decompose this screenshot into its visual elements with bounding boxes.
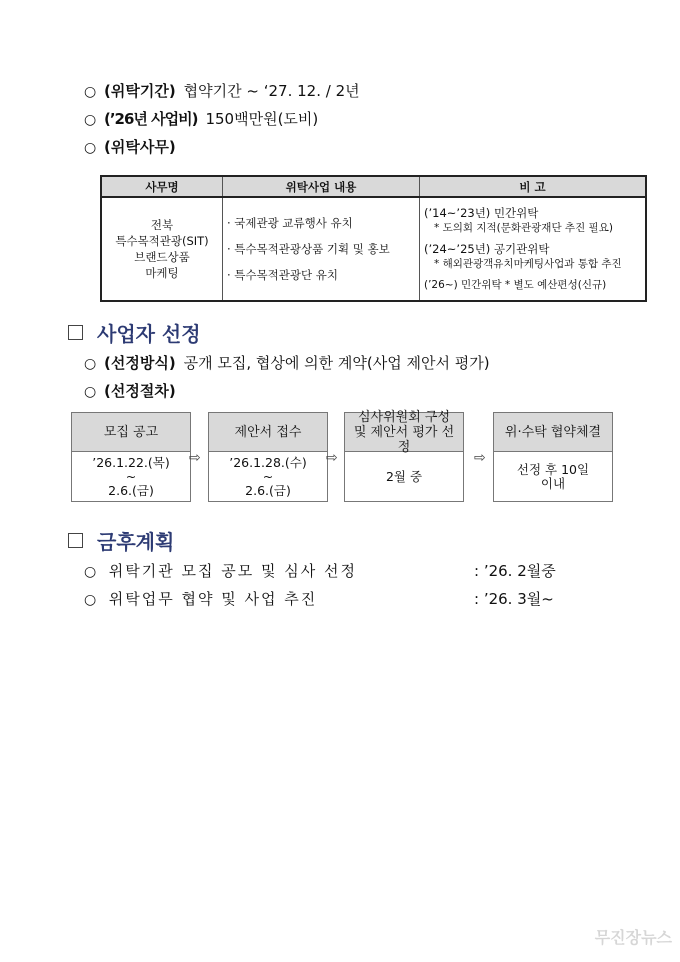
duty-content-item: · 특수목적관광단 유치: [227, 268, 338, 282]
note-line: (’24~’25년) 공기관위탁: [424, 241, 550, 256]
table-header-row: [101, 176, 646, 197]
duty-name-line: 전북: [150, 218, 174, 232]
circle-bullet-icon: ○: [84, 592, 97, 608]
step-body-line: ’26.1.22.(목): [92, 455, 170, 470]
watermark-logo: 무진장뉴스: [594, 928, 672, 947]
step-evaluation: [344, 409, 464, 502]
step-body-line: 선정 후 10일: [516, 462, 590, 477]
duty-name-line: 특수목적관광(SIT): [115, 234, 209, 248]
note-line: (’26~) 민간위탁 * 별도 예산편성(신규): [424, 278, 607, 291]
item-label: (선정절차): [104, 382, 176, 400]
plan-date: : ’26. 3월~: [474, 590, 554, 608]
item-label: (’26년 사업비): [104, 110, 198, 128]
square-bullet-icon: [68, 325, 83, 340]
plan-item: [84, 560, 357, 581]
step-body: [494, 452, 612, 502]
duty-content-item: · 국제관광 교류행사 유치: [227, 216, 353, 230]
plan-item: [84, 588, 317, 609]
note-line: (’14~’23년) 민간위탁: [424, 205, 539, 220]
plan-text: 위탁기관 모집 공모 및 심사 선정: [108, 562, 357, 580]
table-row: [101, 197, 646, 301]
note-line: * 해외관광객유치마케팅사업과 통합 추진: [434, 257, 622, 270]
step-announcement: [71, 412, 191, 502]
plan-text: 위탁업무 협약 및 사업 추진: [108, 590, 318, 608]
duty-name-line: 마케팅: [145, 266, 179, 280]
step-body-line: 이내: [540, 476, 566, 491]
duty-content-cell: [223, 197, 420, 301]
arrow-right-icon: ⇨: [474, 450, 486, 466]
step-agreement: [493, 412, 613, 502]
step-body-line: 2월 중: [385, 469, 423, 484]
duty-note-cell: [420, 197, 647, 301]
duty-name-line: 브랜드상품: [134, 250, 190, 264]
step-body-line: ~: [125, 469, 137, 484]
item-label: (위탁사무): [104, 138, 176, 156]
item-text: 공개 모집, 협상에 의한 계약(사업 제안서 평가): [183, 354, 490, 372]
item-text: 협약기간 ~ ‘27. 12. / 2년: [183, 82, 360, 100]
item-period: [84, 80, 360, 101]
circle-bullet-icon: ○: [84, 140, 97, 156]
item-duty: [84, 136, 184, 157]
step-body-line: ’26.1.28.(수): [229, 455, 307, 470]
step-body-line: 2.6.(금): [245, 483, 291, 498]
arrow-right-icon: ⇨: [189, 450, 201, 466]
circle-bullet-icon: ○: [84, 112, 97, 128]
table-header: 위탁사업 내용: [223, 176, 420, 197]
section-heading-selection: [68, 318, 201, 347]
circle-bullet-icon: ○: [84, 564, 97, 580]
table-header: 비 고: [420, 176, 647, 197]
note-line: * 도의회 지적(문화관광재단 추진 필요): [434, 221, 613, 234]
circle-bullet-icon: ○: [84, 384, 97, 400]
section-title: 사업자 선정: [97, 322, 201, 346]
step-body-line: 2.6.(금): [108, 483, 154, 498]
step-body: [209, 452, 327, 502]
duty-name-cell: [101, 197, 223, 301]
duty-table: [100, 175, 647, 302]
step-body: [72, 452, 190, 502]
item-method: [84, 352, 490, 373]
step-title: 모집 공고: [72, 413, 190, 452]
step-body-line: ~: [262, 469, 274, 484]
item-text: 150백만원(도비): [205, 110, 319, 128]
table-header: 사무명: [101, 176, 223, 197]
section-title: 금후계획: [97, 530, 175, 554]
circle-bullet-icon: ○: [84, 84, 97, 100]
step-body: [345, 452, 463, 502]
section-heading-plan: [68, 526, 174, 555]
duty-content-item: · 특수목적관광상품 기획 및 홍보: [227, 242, 390, 256]
step-title: 심사위원회 구성 및 제안서 평가 선정: [345, 413, 463, 452]
step-title: 제안서 접수: [209, 413, 327, 452]
step-proposal-receipt: [208, 412, 328, 502]
square-bullet-icon: [68, 533, 83, 548]
item-budget: [84, 108, 318, 129]
item-label: (선정방식): [104, 354, 176, 372]
item-label: (위탁기간): [104, 82, 176, 100]
step-title: 위·수탁 협약체결: [494, 413, 612, 452]
circle-bullet-icon: ○: [84, 356, 97, 372]
arrow-right-icon: ⇨: [326, 450, 338, 466]
item-procedure: [84, 380, 184, 401]
plan-date: : ’26. 2월중: [474, 562, 556, 580]
